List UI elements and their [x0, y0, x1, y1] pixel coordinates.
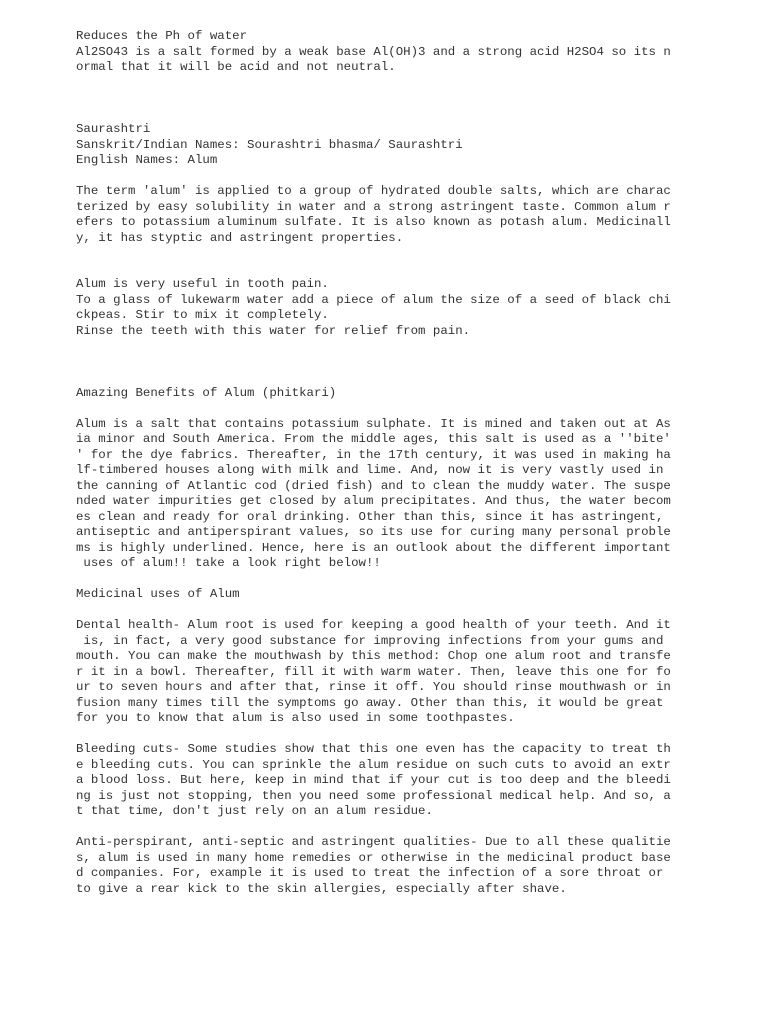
text-line: Saurashtri — [76, 122, 151, 136]
text-line: nded water impurities get closed by alum precipitates. And thus, the water becom — [76, 494, 671, 508]
text-line: d companies. For, example it is used to treat the infection of a sore throat or — [76, 866, 664, 880]
text-line: Sanskrit/Indian Names: Sourashtri bhasma/ Saurashtri — [76, 137, 463, 152]
text-paragraph — [76, 742, 686, 820]
text-paragraph — [76, 122, 686, 169]
text-line: the canning of Atlantic cod (dried fish) and to clean the muddy water. The suspe — [76, 478, 671, 493]
text-paragraph — [76, 587, 686, 603]
text-line: Medicinal uses of Alum — [76, 587, 240, 601]
text-line: Amazing Benefits of Alum (phitkari) — [76, 385, 337, 400]
document-page — [76, 29, 686, 897]
text-line: e bleeding cuts. You can sprinkle the alum residue on such cuts to avoid an extr — [76, 757, 671, 772]
text-line: Bleeding cuts- Some studies show that this one even has the capacity to treat th — [76, 742, 671, 756]
text-line: is, in fact, a very good substance for improving infections from your gums and — [76, 633, 664, 648]
text-paragraph — [76, 386, 686, 402]
text-line: for you to know that alum is also used in some toothpastes. — [76, 711, 515, 725]
blank-line — [76, 91, 686, 107]
text-line: t that time, don't just rely on an alum residue. — [76, 804, 433, 818]
blank-line — [76, 572, 686, 588]
text-line: terized by easy solubility in water and a strong astringent taste. Common alum r — [76, 199, 671, 214]
text-paragraph — [76, 184, 686, 246]
text-line: r it in a bowl. Thereafter, fill it with warm water. Then, leave this one for fo — [76, 664, 671, 679]
blank-line — [76, 169, 686, 185]
text-line: English Names: Alum — [76, 153, 218, 167]
text-line: ckpeas. Stir to mix it completely. — [76, 308, 329, 322]
blank-line — [76, 76, 686, 92]
text-line: es clean and ready for oral drinking. Other than this, since it has astringent, — [76, 509, 664, 524]
text-line: to give a rear kick to the skin allergies, especially after shave. — [76, 881, 567, 896]
text-line: efers to potassium aluminum sulfate. It is also known as potash alum. Medicinall — [76, 215, 671, 229]
text-line: lf-timbered houses along with milk and lime. And, now it is very vastly used in — [76, 463, 664, 477]
text-line: The term 'alum' is applied to a group of hydrated double salts, which are charac — [76, 184, 671, 198]
text-line: antiseptic and antiperspirant values, so its use for curing many personal proble — [76, 525, 671, 539]
text-line: fusion many times till the symptoms go away. Other than this, it would be great — [76, 695, 664, 710]
text-line: Alum is very useful in tooth pain. — [76, 277, 329, 291]
text-line: ormal that it will be acid and not neutral. — [76, 60, 396, 74]
blank-line — [76, 370, 686, 386]
text-line: uses of alum!! take a look right below!! — [76, 556, 381, 570]
text-line: Dental health- Alum root is used for keeping a good health of your teeth. And it — [76, 618, 671, 632]
text-line: mouth. You can make the mouthwash by this method: Chop one alum root and transfe — [76, 649, 671, 663]
text-line: ia minor and South America. From the middle ages, this salt is used as a ''bite' — [76, 432, 671, 446]
text-line: y, it has styptic and astringent properties. — [76, 230, 404, 245]
blank-line — [76, 355, 686, 371]
text-line: Alum is a salt that contains potassium sulphate. It is mined and taken out at As — [76, 416, 671, 431]
text-paragraph — [76, 618, 686, 727]
text-line: ' for the dye fabrics. Thereafter, in the 17th century, it was used in making ha — [76, 447, 671, 462]
text-line: Al2SO43 is a salt formed by a weak base Al(OH)3 and a strong acid H2SO4 so its n — [76, 44, 671, 59]
text-line: ur to seven hours and after that, rinse it off. You should rinse mouthwash or in — [76, 680, 671, 694]
text-paragraph — [76, 417, 686, 572]
text-paragraph — [76, 835, 686, 897]
blank-line — [76, 820, 686, 836]
text-paragraph — [76, 29, 686, 76]
text-line: ms is highly underlined. Hence, here is an outlook about the different important — [76, 540, 671, 555]
text-line: ng is just not stopping, then you need some professional medical help. And so, a — [76, 788, 671, 803]
text-line: Reduces the Ph of water — [76, 29, 248, 43]
text-line: s, alum is used in many home remedies or otherwise in the medicinal product base — [76, 850, 671, 865]
text-line: Rinse the teeth with this water for relief from pain. — [76, 323, 471, 338]
text-line: a blood loss. But here, keep in mind that if your cut is too deep and the bleedi — [76, 773, 671, 787]
text-line: Anti-perspirant, anti-septic and astringent qualities- Due to all these qualitie — [76, 835, 671, 849]
blank-line — [76, 339, 686, 355]
blank-line — [76, 246, 686, 262]
text-line: To a glass of lukewarm water add a piece of alum the size of a seed of black chi — [76, 292, 671, 307]
blank-line — [76, 107, 686, 123]
blank-line — [76, 262, 686, 278]
text-paragraph — [76, 277, 686, 339]
blank-line — [76, 603, 686, 619]
blank-line — [76, 727, 686, 743]
blank-line — [76, 401, 686, 417]
